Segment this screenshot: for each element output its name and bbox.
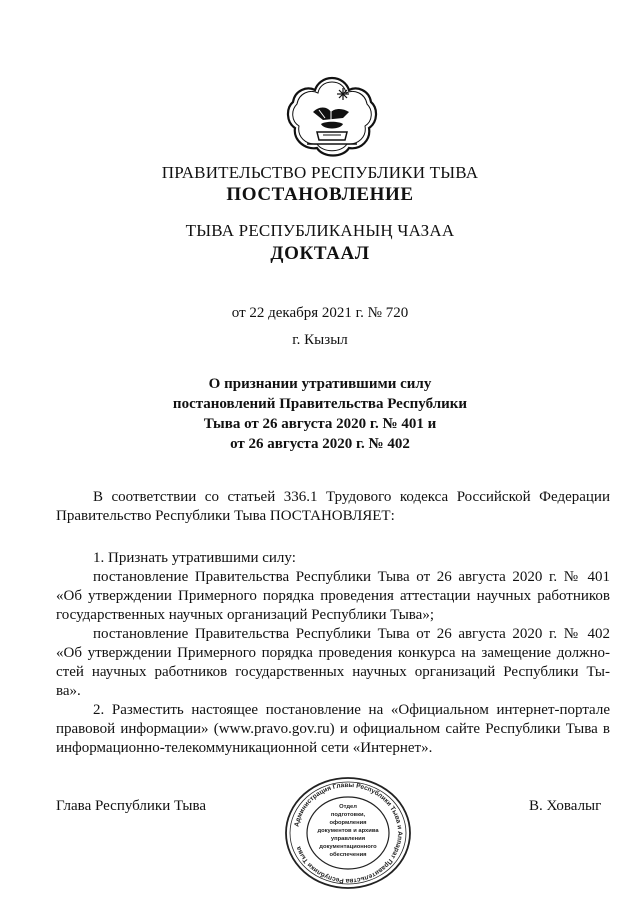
doc-type-tyv: ДОКТААЛ bbox=[270, 243, 370, 264]
item-1-line: ва». bbox=[56, 683, 81, 699]
stamp-inner-line: управления bbox=[330, 836, 366, 842]
item-1-line: 1. Признать утратившими силу: bbox=[93, 550, 296, 566]
item-2-line: правовой информации» (www.pravo.gov.ru) и официальном сайте Республики Тыва в bbox=[56, 721, 610, 737]
item-1-line: «Об утверждении Примерного порядка проведения конкурса на замещение должно- bbox=[56, 645, 610, 661]
document-body bbox=[56, 488, 610, 758]
stamp-inner-line: Отдел bbox=[339, 804, 357, 810]
preamble-line: В соответствии со статьей 336.1 Трудового кодекса Российской Федерации bbox=[93, 489, 610, 505]
coat-of-arms-icon bbox=[283, 74, 381, 160]
stamp-inner-line: обеспечения bbox=[329, 852, 367, 858]
date-number: от 22 декабря 2021 г. № 720 bbox=[231, 305, 409, 321]
item-1-line: «Об утверждении Примерного порядка проведения аттестации научных работников bbox=[56, 588, 610, 604]
stamp-inner-line: оформления bbox=[329, 820, 367, 826]
stamp-inner-line: документационного bbox=[319, 844, 377, 850]
item-1-line: государственных научных организаций Республики Тыва»; bbox=[56, 607, 435, 623]
official-stamp bbox=[283, 776, 413, 890]
item-2-line: информационно-телекоммуникационной сети «Интернет». bbox=[56, 740, 433, 756]
document-subject bbox=[0, 374, 640, 454]
item-1-line: постановление Правительства Республики Тыва от 26 августа 2020 г. № 402 bbox=[93, 626, 610, 642]
item-2-line: 2. Разместить настоящее постановление на «Официальном интернет-портале bbox=[93, 702, 610, 718]
signatory-name: В. Ховалыг bbox=[529, 798, 602, 814]
stamp-inner-line: подготовки, bbox=[330, 812, 366, 818]
item-1-line: постановление Правительства Республики Тыва от 26 августа 2020 г. № 401 bbox=[93, 569, 610, 585]
org-name-ru: ПРАВИТЕЛЬСТВО РЕСПУБЛИКИ ТЫВА bbox=[161, 163, 479, 182]
subject-line: постановлений Правительства Республики bbox=[172, 396, 468, 412]
doc-type-ru: ПОСТАНОВЛЕНИЕ bbox=[226, 184, 414, 205]
org-name-tyv: ТЫВА РЕСПУБЛИКАНЫҢ ЧАЗАА bbox=[185, 221, 455, 240]
signatory-position: Глава Республики Тыва bbox=[56, 798, 207, 814]
preamble-line: Правительство Республики Тыва ПОСТАНОВЛЯЕТ: bbox=[56, 508, 395, 524]
stamp-inner-line: документов и архива bbox=[317, 828, 379, 834]
stamp-outer-text: Администрация Главы Республики Тыва и Аппарат Правительства Республики Тыва bbox=[293, 781, 404, 885]
city: г. Кызыл bbox=[292, 332, 348, 348]
subject-line: О признании утратившими силу bbox=[208, 376, 432, 392]
subject-line: Тыва от 26 августа 2020 г. № 401 и bbox=[203, 416, 437, 432]
item-1-line: стей научных работников государственных научных организаций Республики Ты- bbox=[56, 664, 610, 680]
subject-line: от 26 августа 2020 г. № 402 bbox=[230, 436, 410, 452]
